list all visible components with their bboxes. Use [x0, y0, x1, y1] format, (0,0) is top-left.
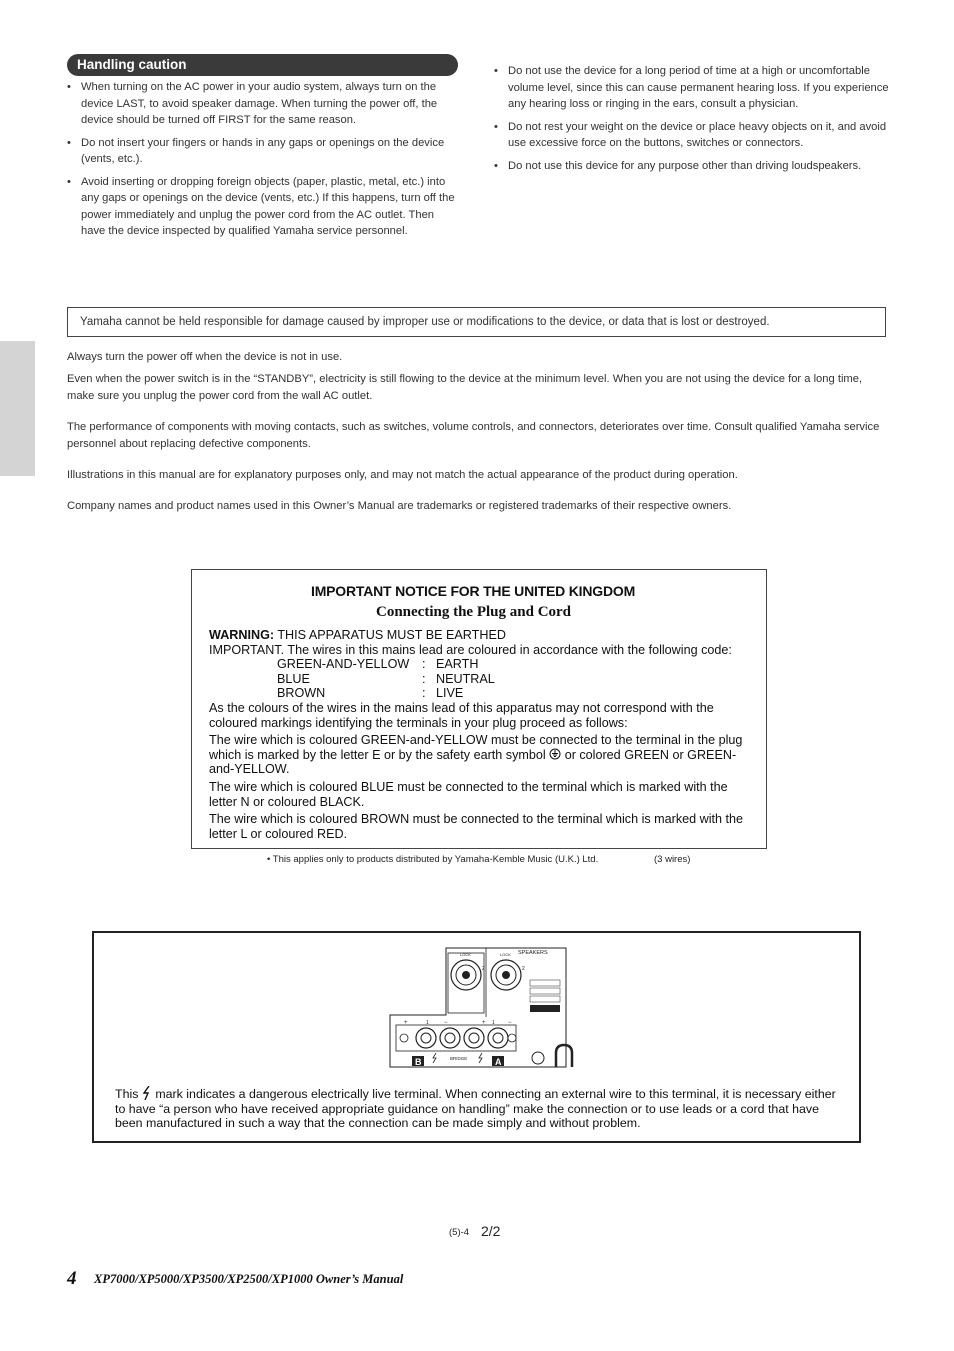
handling-caution-right-list: [494, 63, 889, 180]
wire-colour: BROWN: [277, 686, 326, 701]
uk-notice-box: [191, 569, 767, 849]
page-code: (5)-4: [449, 1227, 470, 1238]
channel-1-label: 1: [426, 1020, 429, 1026]
wire-code-row: [209, 672, 754, 687]
wire-sep: :: [422, 657, 426, 672]
uk-footnote: • This applies only to products distributed by Yamaha-Kemble Music (U.K.) Ltd.: [267, 854, 599, 865]
live-terminal-text: This mark indicates a dangerous electrically live terminal. When connecting an external wire to this terminal, it is necessary either to have “a person who have received appropriate guidance on handling” make the connection or to use leads or a cord that have been manufactured in such a way that the connection can be made simply and without problem.: [115, 1087, 836, 1131]
wire-meaning: LIVE: [436, 686, 464, 701]
list-item: • Do not use the device for a long period of time at a high or uncomfortable volume level, since this can cause permanent hearing loss. If you experience any hearing loss or ringing in the ears, consult a physician.: [494, 63, 889, 113]
disclaimer-box: Yamaha cannot be held responsible for damage caused by improper use or modifications to the device, or data that is lost or destroyed.: [67, 307, 886, 337]
minus-label: −: [508, 1020, 512, 1026]
list-item: • Do not rest your weight on the device or place heavy objects on it, and avoid use excessive force on the buttons, switches or connectors.: [494, 119, 889, 152]
note-illustrations: Illustrations in this manual are for explanatory purposes only, and may not match the actual appearance of the product during operation.: [67, 469, 738, 481]
warning-label: WARNING:: [209, 628, 275, 642]
blue-wire-note: The wire which is coloured BLUE must be connected to the terminal which is marked with the letter N or coloured BLACK.: [209, 779, 728, 809]
manual-title: XP7000/XP5000/XP3500/XP2500/XP1000 Owner’s Manual: [94, 1272, 404, 1286]
plus-label: +: [482, 1020, 486, 1026]
plus-label: +: [404, 1020, 408, 1026]
wire-code-row: [209, 657, 754, 672]
note-trademarks: Company names and product names used in this Owner’s Manual are trademarks or registered trademarks of their respective owners.: [67, 500, 732, 512]
lock-label: LOCK: [500, 952, 511, 957]
wire-colour: BLUE: [277, 671, 310, 686]
channel-a-label: A: [495, 1057, 502, 1067]
section-header-handling-caution: Handling caution: [67, 54, 458, 76]
list-item: • Avoid inserting or dropping foreign objects (paper, plastic, metal, etc.) into any gaps or openings on the device (vents, etc.) If this happens, turn off the power immediately and unplug the power cord from the AC outlet. Then have the device inspected by qualified Yamaha service personnel.: [67, 174, 459, 240]
colours-note: As the colours of the wires in the mains lead of this apparatus may not correspond with the coloured markings identifying the terminals in your plug proceed as follows:: [209, 700, 714, 730]
green-yellow-wire-note: The wire which is coloured GREEN-and-YELLOW must be connected to the terminal in the plug which is marked by the letter E or by the safety earth symbol or colored GREEN or GREEN-and-YELLOW.: [209, 733, 743, 777]
uk-notice-title: IMPORTANT NOTICE FOR THE UNITED KINGDOM: [311, 583, 636, 599]
pin-2-label: 2: [482, 966, 485, 972]
note-power-off: Always turn the power off when the device is not in use.: [67, 351, 343, 363]
uk-notice-subtitle: Connecting the Plug and Cord: [376, 604, 572, 620]
uk-footnote-code: (3 wires): [654, 854, 691, 865]
wire-colour: GREEN-AND-YELLOW: [277, 657, 410, 672]
warning-text: THIS APPARATUS MUST BE EARTHED: [277, 628, 506, 642]
wire-meaning: NEUTRAL: [436, 671, 495, 686]
live-terminal-box: [92, 931, 861, 1143]
lock-label: LOCK: [460, 952, 471, 957]
speakers-label: SPEAKERS: [518, 950, 548, 956]
wire-sep: :: [422, 686, 426, 701]
bridge-label: BRIDGE: [450, 1056, 468, 1061]
list-item: • Do not insert your fingers or hands in any gaps or openings on the device (vents, etc.).: [67, 135, 459, 168]
list-item: • When turning on the AC power in your audio system, always turn on the device LAST, to avoid speaker damage. When turning the power off, the device should be turned off FIRST for the same reason.: [67, 79, 459, 129]
wire-meaning: EARTH: [436, 657, 479, 672]
list-item: • Do not use this device for any purpose other than driving loudspeakers.: [494, 158, 889, 175]
page-fraction: 2/2: [481, 1223, 501, 1239]
handling-caution-left-list: [67, 79, 459, 246]
rear-panel-illustration: [388, 945, 588, 1070]
wire-sep: :: [422, 671, 426, 686]
minus-label: −: [444, 1020, 448, 1026]
channel-1-label: 1: [492, 1020, 495, 1026]
note-components: The performance of components with moving contacts, such as switches, volume controls, and connectors, deteriorates over time. Consult qualified Yamaha service personnel about replacing defective components.: [67, 421, 880, 450]
channel-b-label: B: [415, 1057, 422, 1067]
uk-notice-body: [209, 628, 754, 841]
earth-symbol-icon: [549, 748, 561, 760]
pin-2-label: 2: [522, 966, 525, 972]
page-number: 4: [67, 1268, 77, 1289]
lightning-icon: [142, 1086, 152, 1100]
important-text: IMPORTANT. The wires in this mains lead are coloured in accordance with the following code:: [209, 642, 732, 657]
side-tab-marker: [0, 341, 35, 476]
wire-code-row: [209, 686, 754, 701]
note-standby: Even when the power switch is in the “STANDBY”, electricity is still flowing to the device at the minimum level. When you are not using the device for a long time, make sure you unplug the power cord from the wall AC outlet.: [67, 373, 863, 402]
brown-wire-note: The wire which is coloured BROWN must be connected to the terminal which is marked with the letter L or coloured RED.: [209, 812, 744, 841]
